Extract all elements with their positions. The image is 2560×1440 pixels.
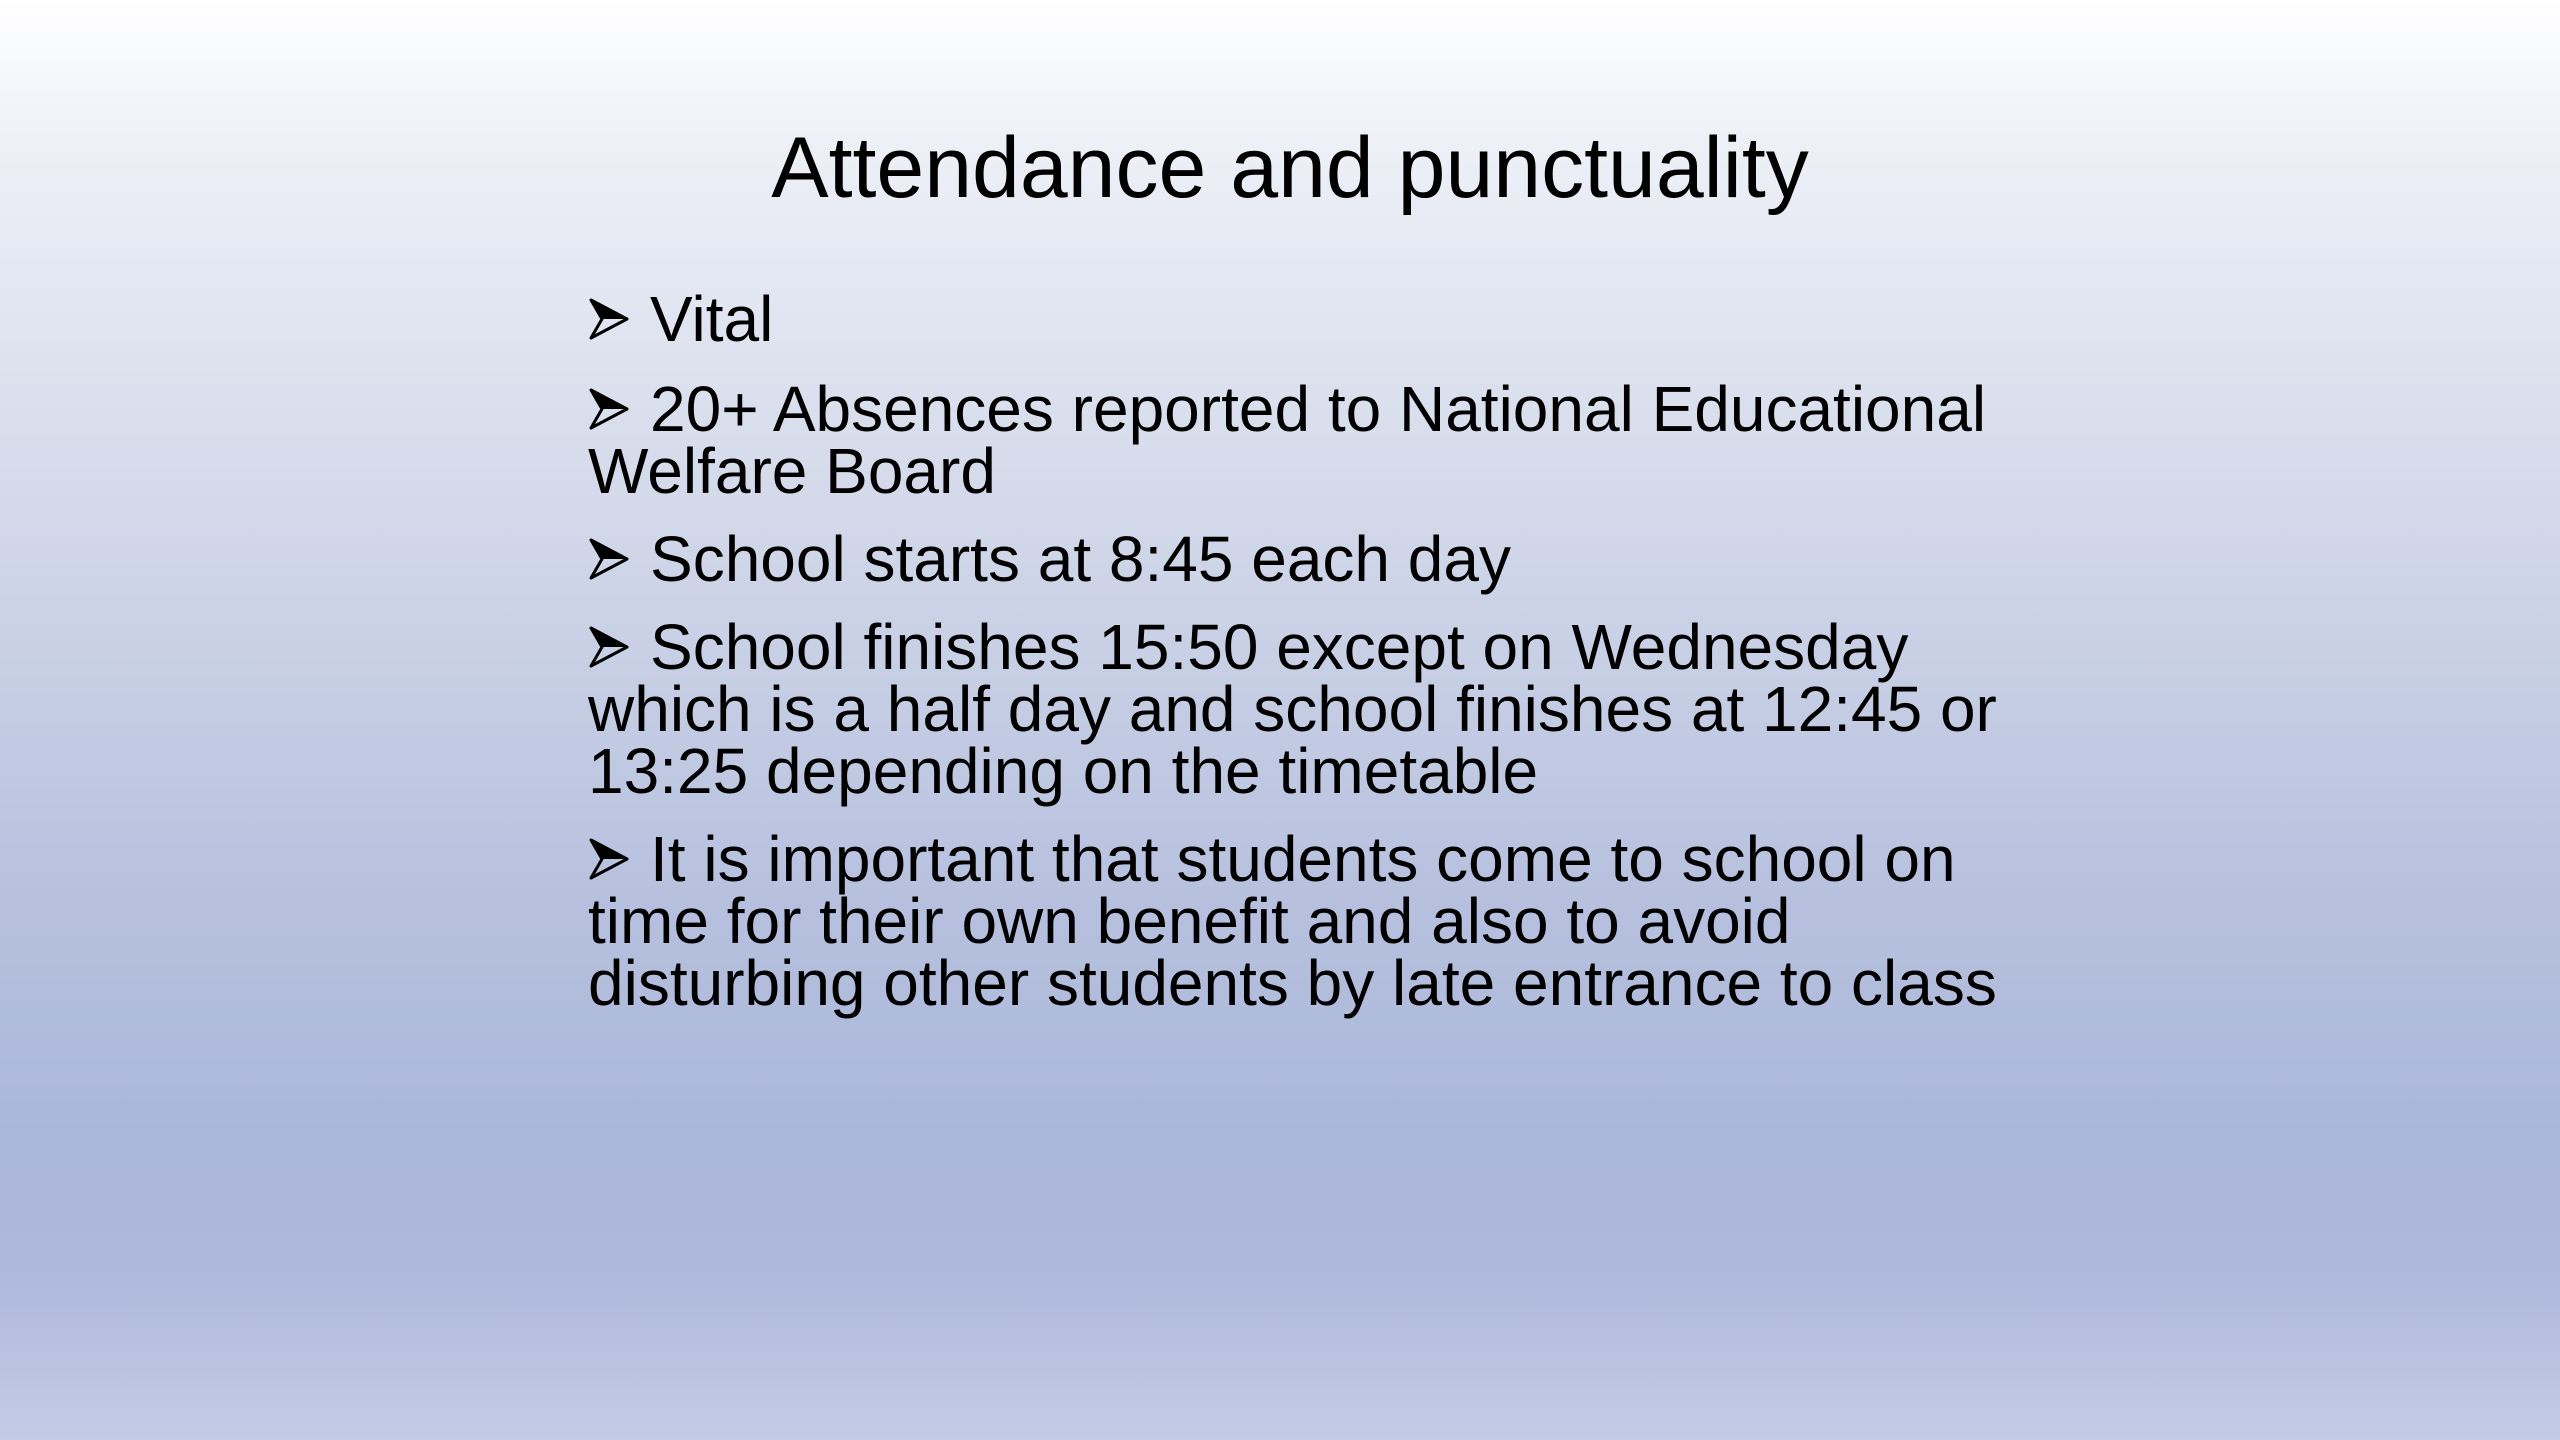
- slide-title: Attendance and punctuality: [771, 120, 1809, 216]
- bullet-list: [588, 283, 2028, 1040]
- bullet-item-start-time: [588, 523, 2028, 595]
- bullet-item-finish-time: [588, 611, 2028, 807]
- arrow-bullet-icon: [588, 835, 630, 883]
- bullet-text: Vital: [650, 283, 774, 355]
- bullet-text: School starts at 8:45 each day: [650, 523, 1511, 595]
- bullet-text: School finishes 15:50 except on Wednesday which is a half day and school finishes at 12:45 or 13:25 depending on the timetable: [588, 611, 1997, 807]
- arrow-bullet-icon: [588, 535, 630, 583]
- arrow-bullet-icon: [588, 295, 630, 343]
- arrow-bullet-icon: [588, 623, 630, 671]
- bullet-item-punctuality: [588, 823, 2028, 1019]
- bullet-item-vital: [588, 283, 2028, 355]
- bullet-item-absences: [588, 373, 2028, 507]
- bullet-text: It is important that students come to school on time for their own benefit and also to avoid disturbing other students by late entrance to class: [588, 823, 1997, 1019]
- bullet-text: 20+ Absences reported to National Educational Welfare Board: [588, 373, 1987, 507]
- arrow-bullet-icon: [588, 385, 630, 433]
